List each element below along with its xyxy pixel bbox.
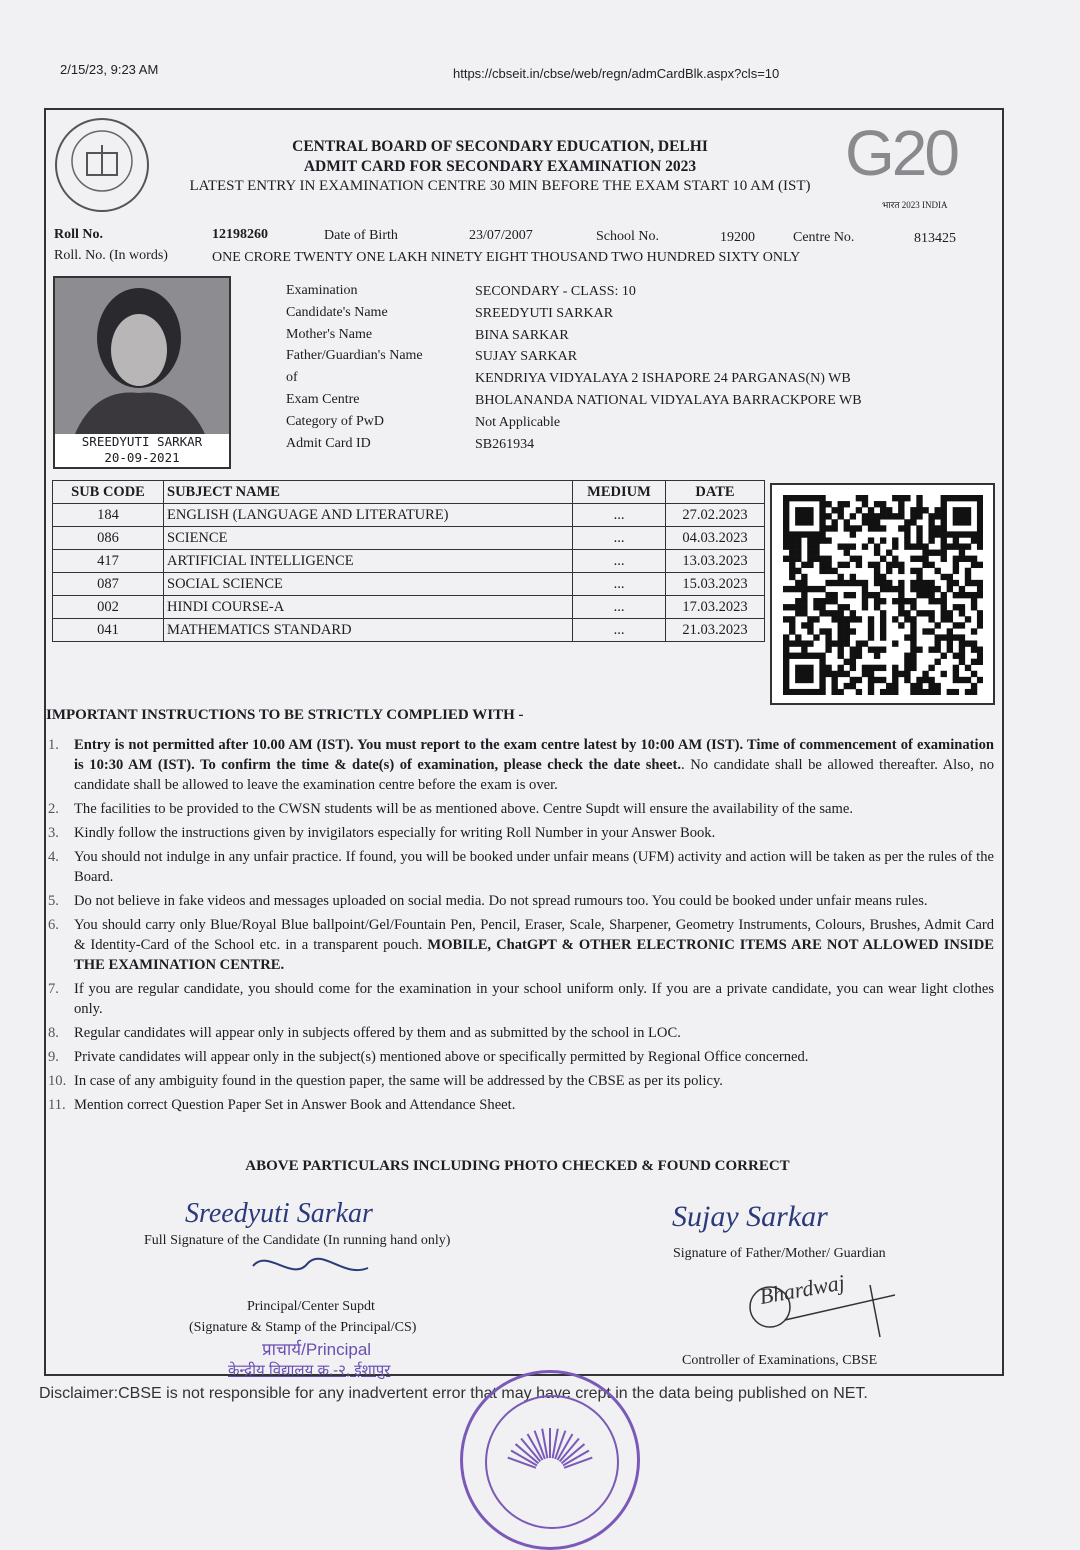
candidate-photo-frame: [53, 276, 231, 469]
detail-label: Category of PwD: [286, 413, 384, 429]
instruction-text: Kindly follow the instructions given by invigilators especially for writing Roll Number in your Answer Book.: [74, 825, 716, 841]
exam-date: 13.03.2023: [666, 550, 765, 573]
instruction-item: [46, 891, 994, 911]
instruction-item: [46, 1047, 994, 1067]
roll-words-label: Roll. No. (In words): [54, 248, 168, 263]
instruction-bold-end: MOBILE, ChatGPT & OTHER ELECTRONIC ITEMS ARE NOT ALLOWED INSIDE THE EXAMINATION CENTRE.: [74, 937, 994, 973]
candidate-signature: Sreedyuti Sarkar: [185, 1198, 373, 1229]
roll-value: 12198260: [212, 227, 268, 242]
detail-label: Exam Centre: [286, 392, 360, 407]
exam-date: 04.03.2023: [666, 527, 765, 550]
controller-label: Controller of Examinations, CBSE: [682, 1353, 878, 1368]
school-value: 19200: [720, 230, 755, 245]
candidate-photo: [55, 278, 229, 434]
detail-value: Not Applicable: [475, 414, 561, 430]
instruction-number: 7.: [48, 981, 59, 997]
entry-notice: LATEST ENTRY IN EXAMINATION CENTRE 30 MIN BEFORE THE EXAM START 10 AM (IST): [189, 178, 811, 194]
qr-code-frame: [770, 483, 995, 705]
instruction-number: 4.: [48, 849, 59, 865]
medium: ...: [573, 573, 666, 596]
instruction-text: Regular candidates will appear only in subjects offered by them and as submitted by the school in LOC.: [74, 1025, 681, 1041]
medium: ...: [573, 504, 666, 527]
g20-sub: भारत 2023 INDIA: [882, 200, 948, 210]
exam-date: 17.03.2023: [666, 596, 765, 619]
school-round-stamp: [460, 1370, 640, 1550]
instruction-item: [46, 847, 994, 887]
instruction-number: 3.: [48, 825, 59, 841]
sub-code: 184: [53, 504, 164, 527]
subject-row: [53, 504, 765, 527]
dob-label: Date of Birth: [324, 228, 398, 243]
instruction-item: [46, 979, 994, 1019]
col-subject-name: SUBJECT NAME: [164, 481, 573, 504]
instruction-text: The facilities to be provided to the CWSN students will be as mentioned above. Centre Supdt will ensure the availability of the same.: [74, 801, 853, 817]
sub-code: 002: [53, 596, 164, 619]
instruction-item: [46, 799, 994, 819]
detail-value: BHOLANANDA NATIONAL VIDYALAYA BARRACKPORE WB: [475, 393, 862, 408]
exam-date: 15.03.2023: [666, 573, 765, 596]
medium: ...: [573, 527, 666, 550]
detail-value: SREEDYUTI SARKAR: [475, 305, 614, 321]
instruction-text: You should carry only Blue/Royal Blue ballpoint/Gel/Fountain Pen, Pencil, Eraser, Scale, Sharpener, Geometry Instruments, Colours, Brushes, Admit Card & Identity-Card of the School etc. in a transparent pouch.: [74, 917, 994, 953]
subject-table: [52, 480, 765, 642]
controller-signature: Bhardwaj: [757, 1269, 847, 1310]
instruction-number: 9.: [48, 1049, 59, 1065]
col-sub-code: SUB CODE: [53, 481, 164, 504]
subject-name: ARTIFICIAL INTELLIGENCE: [164, 550, 573, 573]
detail-label: Mother's Name: [286, 326, 373, 342]
medium: ...: [573, 619, 666, 642]
sub-code: 417: [53, 550, 164, 573]
guardian-signature-label: Signature of Father/Mother/ Guardian: [673, 1246, 886, 1261]
centre-label: Centre No.: [793, 230, 855, 245]
instruction-text: Mention correct Question Paper Set in Answer Book and Attendance Sheet.: [74, 1097, 516, 1113]
roll-words-value: ONE CRORE TWENTY ONE LAKH NINETY EIGHT THOUSAND TWO HUNDRED SIXTY ONLY: [212, 250, 801, 265]
detail-label: Examination: [286, 283, 358, 298]
admit-card-title: ADMIT CARD FOR SECONDARY EXAMINATION 2023: [303, 158, 697, 175]
col-date: DATE: [666, 481, 765, 504]
instruction-item: [46, 735, 994, 795]
principal-sub-label: (Signature & Stamp of the Principal/CS): [189, 1320, 417, 1335]
detail-value: SB261934: [475, 436, 535, 452]
detail-label: Candidate's Name: [286, 304, 388, 320]
instruction-item: [46, 915, 994, 975]
instruction-bold: Entry is not permitted after 10.00 AM (IST). You must report to the exam centre latest by 10:00 AM (IST). Time of commencement of examination is 10:30 AM (IST). To confirm the time & date(s) of examination, please check the date sheet.: [74, 737, 994, 773]
disclaimer: Disclaimer:CBSE is not responsible for any inadvertent error that may have crept in the data being published on NET.: [39, 1385, 868, 1402]
detail-value: SUJAY SARKAR: [475, 349, 578, 365]
instruction-text: Do not believe in fake videos and messages uploaded on social media. Do not spread rumours too. You could be booked under unfair means rules.: [74, 893, 928, 909]
school-label: School No.: [596, 229, 659, 244]
principal-label: Principal/Center Supdt: [247, 1299, 375, 1314]
subject-row: [53, 550, 765, 573]
instruction-text: In case of any ambiguity found in the question paper, the same will be addressed by the CBSE as per its policy.: [74, 1073, 723, 1089]
detail-value: BINA SARKAR: [475, 327, 569, 343]
detail-label: of: [286, 370, 298, 386]
instruction-number: 2.: [48, 801, 59, 817]
candidate-signature-label: Full Signature of the Candidate (In running hand only): [144, 1233, 451, 1248]
instruction-text: . No candidate shall be allowed thereafter. Also, no candidate shall be allowed to leave the examination centre before the exam is over.: [74, 757, 994, 793]
subject-row: [53, 573, 765, 596]
col-medium: MEDIUM: [573, 481, 666, 504]
verify-line: ABOVE PARTICULARS INCLUDING PHOTO CHECKED & FOUND CORRECT: [245, 1158, 790, 1174]
instruction-item: [46, 1023, 994, 1043]
instruction-number: 6.: [48, 917, 59, 933]
sub-code: 041: [53, 619, 164, 642]
instruction-number: 8.: [48, 1025, 59, 1041]
subject-row: [53, 619, 765, 642]
centre-value: 813425: [914, 231, 956, 246]
sun-emblem-icon: [463, 1373, 637, 1547]
exam-date: 21.03.2023: [666, 619, 765, 642]
instructions-title: IMPORTANT INSTRUCTIONS TO BE STRICTLY COMPLIED WITH -: [46, 707, 524, 723]
detail-value: KENDRIYA VIDYALAYA 2 ISHAPORE 24 PARGANAS(N) WB: [475, 371, 851, 387]
medium: ...: [573, 596, 666, 619]
principal-stamp-line2: केन्द्रीय विद्यालय क्र.-२, ईशापुर: [228, 1362, 391, 1379]
principal-signature: [248, 1248, 378, 1283]
subject-name: SCIENCE: [164, 527, 573, 550]
instruction-item: [46, 1071, 994, 1091]
instruction-number: 5.: [48, 893, 59, 909]
qr-code-icon: [783, 495, 983, 695]
instruction-text: Private candidates will appear only in the subject(s) mentioned above or specifically permitted by Regional Office concerned.: [74, 1049, 809, 1065]
photo-date: 20-09-2021: [104, 450, 180, 465]
guardian-signature: Sujay Sarkar: [672, 1200, 828, 1233]
board-title: CENTRAL BOARD OF SECONDARY EDUCATION, DELHI: [292, 138, 708, 155]
detail-label: Admit Card ID: [286, 435, 371, 451]
subject-name: SOCIAL SCIENCE: [164, 573, 573, 596]
sub-code: 086: [53, 527, 164, 550]
roll-label: Roll No.: [54, 227, 103, 242]
exam-date: 27.02.2023: [666, 504, 765, 527]
photo-name: SREEDYUTI SARKAR: [81, 434, 203, 449]
subject-row: [53, 596, 765, 619]
subject-name: HINDI COURSE-A: [164, 596, 573, 619]
instruction-number: 10.: [48, 1073, 67, 1089]
subject-row: [53, 527, 765, 550]
instruction-item: [46, 1095, 994, 1115]
cbse-emblem-icon: [52, 115, 152, 215]
subject-name: ENGLISH (LANGUAGE AND LITERATURE): [164, 504, 573, 527]
instruction-text: You should not indulge in any unfair practice. If found, you will be booked under unfair means (UFM) activity and action will be taken as per the rules of the Board.: [74, 849, 994, 885]
medium: ...: [573, 550, 666, 573]
instruction-item: [46, 823, 994, 843]
principal-stamp-line1: प्राचार्य/Principal: [262, 1340, 372, 1359]
instruction-number: 11.: [48, 1097, 66, 1113]
dob-value: 23/07/2007: [469, 228, 533, 243]
print-url: https://cbseit.in/cbse/web/regn/admCardBlk.aspx?cls=10: [453, 66, 780, 81]
instruction-text: If you are regular candidate, you should come for the examination in your school uniform only. If you are a private candidate, you can wear light clothes only.: [74, 981, 994, 1017]
detail-label: Father/Guardian's Name: [286, 348, 423, 364]
subject-name: MATHEMATICS STANDARD: [164, 619, 573, 642]
instructions-list: [46, 735, 994, 1119]
print-datetime: 2/15/23, 9:23 AM: [60, 62, 159, 77]
sub-code: 087: [53, 573, 164, 596]
detail-value: SECONDARY - CLASS: 10: [475, 284, 636, 299]
g20-logo: G20: [845, 117, 957, 189]
instruction-number: 1.: [48, 737, 59, 753]
